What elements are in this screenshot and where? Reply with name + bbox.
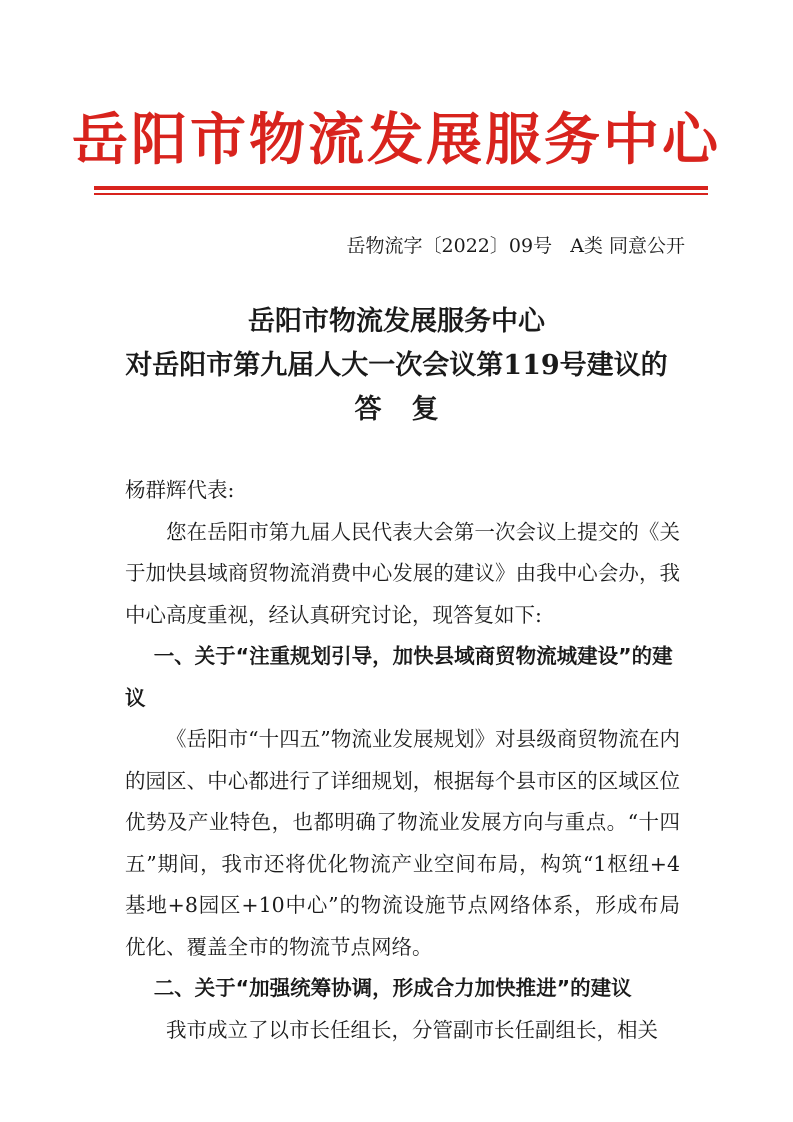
document-disclosure: 同意公开: [608, 235, 685, 257]
section-paragraph-2: 我市成立了以市长任组长，分管副市长任副组长，相关: [166, 1017, 658, 1042]
masthead-rule-thin: [94, 193, 708, 195]
document-number: 岳物流字〔2022〕09号: [346, 235, 553, 257]
title-line-1: 岳阳市物流发展服务中心: [248, 306, 545, 337]
document-body: [125, 470, 680, 1051]
masthead-title: 岳阳市物流发展服务中心: [72, 107, 721, 173]
document-title: [0, 300, 793, 432]
intro-paragraph: 您在岳阳市第九届人民代表大会第一次会议上提交的《关于加快县域商贸物流消费中心发展的建议》由我中心会办，我中心高度重视，经认真研究讨论，现答复如下:: [125, 519, 680, 627]
document-class: A类: [570, 235, 603, 257]
salutation: 杨群辉代表:: [125, 478, 235, 502]
title-line-3: 答复: [354, 394, 469, 425]
title-line-2: 对岳阳市第九届人大一次会议第119号建议的: [125, 350, 668, 381]
document-number-line: [347, 233, 685, 259]
section-heading-1: 一、关于“注重规划引导，加快县域商贸物流城建设”的建议: [125, 644, 673, 710]
masthead-rule-thick: [94, 186, 708, 190]
section-paragraph-1: 《岳阳市“十四五”物流业发展规划》对县级商贸物流在内的园区、中心都进行了详细规划，根据每个县市区的区域区位优势及产业特色，也都明确了物流业发展方向与重点。“十四五”期间，我市还将优化物流产业空间布局，构筑“1枢纽+4基地+8园区+10中心”的物流设施节点网络体系，形成布局优化、覆盖全市的物流节点网络。: [125, 727, 680, 959]
section-heading-2: 二、关于“加强统筹协调，形成合力加快推进”的建议: [153, 976, 632, 1000]
